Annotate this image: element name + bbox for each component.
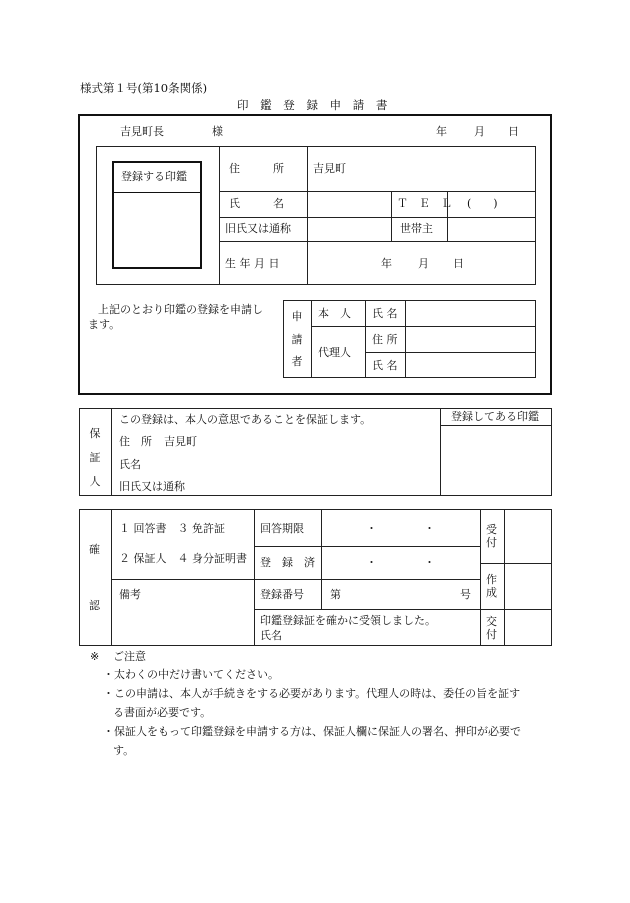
registered-dot-1: ・ <box>366 556 377 569</box>
addressee: 吉見町長 <box>120 125 164 138</box>
statement-line1: 上記のとおり印鑑の登録を申請し <box>98 303 263 316</box>
seal-box-label: 登録する印鑑 <box>121 170 187 183</box>
reply-deadline-dot-1: ・ <box>366 522 377 535</box>
reply-deadline-label: 回答期限 <box>260 522 304 535</box>
note-item: ・太わくの中だけ書いてください。 <box>103 668 279 681</box>
date-month-label: 月 <box>474 125 485 138</box>
confirmation-vertical-label-2: 認 <box>89 599 100 612</box>
confirmation-options-line2[interactable]: ２ 保証人 ４ 身分証明書 <box>119 552 247 565</box>
remarks-label: 備考 <box>119 588 141 601</box>
page-title: 印 鑑 登 録 申 請 書 <box>237 98 392 112</box>
reply-deadline-input[interactable] <box>324 511 478 544</box>
birthdate-input[interactable] <box>310 244 534 283</box>
name-input[interactable] <box>310 193 389 215</box>
household-head-input[interactable] <box>449 219 534 239</box>
address-value: 吉見町 <box>313 162 346 175</box>
guarantor-former-name-label: 旧氏又は通称 <box>119 480 185 493</box>
registration-number-label: 登録番号 <box>260 588 304 601</box>
confirmation-vertical-label-1: 確 <box>89 543 100 556</box>
note-item: ・この申請は、本人が手続きをする必要があります。代理人の時は、委任の旨を証す <box>103 687 521 700</box>
reply-deadline-dot-2: ・ <box>424 522 435 535</box>
address-label: 住 所 <box>229 162 284 175</box>
registered-label: 登 録 済 <box>260 556 315 569</box>
guarantor-input-area[interactable] <box>200 430 436 492</box>
date-year-label: 年 <box>436 125 447 138</box>
household-head-label: 世帯主 <box>400 222 433 235</box>
note-item: す。 <box>113 744 135 757</box>
registration-number-input[interactable] <box>346 581 456 607</box>
birth-year-label: 年 <box>381 257 392 270</box>
number-suffix: 号 <box>460 588 471 601</box>
accepted-stamp-area[interactable] <box>506 511 550 561</box>
guarantor-vertical-label: 保証人 <box>89 427 101 489</box>
number-prefix: 第 <box>330 588 341 601</box>
confirmation-options-line1[interactable]: １ 回答書 ３ 免許証 <box>119 522 225 535</box>
former-name-label: 旧氏又は通称 <box>225 222 291 235</box>
self-name-label: 氏 名 <box>372 307 398 320</box>
guarantee-statement: この登録は、本人の意思であることを保証します。 <box>119 413 372 426</box>
note-item: ・保証人をもって印鑑登録を申請する方は、保証人欄に保証人の署名、押印が必要で <box>103 725 521 738</box>
issued-stamp-area[interactable] <box>506 611 550 644</box>
receipt-statement: 印鑑登録証を確かに受領しました。 <box>260 614 436 627</box>
address-input[interactable] <box>350 150 532 188</box>
created-stamp-area[interactable] <box>506 565 550 607</box>
registered-seal-area[interactable] <box>442 427 550 494</box>
issued-label: 交付 <box>486 615 497 642</box>
tel-label: Ｔ Ｅ Ｌ <box>397 197 452 210</box>
proxy-name-input[interactable] <box>407 354 534 376</box>
registered-seal-label: 登録してある印鑑 <box>451 410 539 423</box>
honorific: 様 <box>212 125 223 138</box>
birth-month-label: 月 <box>418 257 429 270</box>
proxy-address-label: 住 所 <box>372 333 398 346</box>
proxy-address-input[interactable] <box>407 328 534 350</box>
tel-parens: ( ) <box>467 197 498 210</box>
birthdate-label: 生 年 月 日 <box>225 257 280 270</box>
former-name-input[interactable] <box>310 219 389 239</box>
receipt-name-input[interactable] <box>285 627 478 644</box>
accepted-label: 受付 <box>486 523 497 550</box>
self-label: 本 人 <box>318 307 351 320</box>
remarks-input[interactable] <box>113 600 252 644</box>
created-label: 作成 <box>486 573 497 600</box>
registered-dot-2: ・ <box>424 556 435 569</box>
date-day-label: 日 <box>508 125 519 138</box>
guarantor-address-label: 住 所 <box>119 435 152 448</box>
guarantor-address-value: 吉見町 <box>164 435 197 448</box>
notes-heading: ご注意 <box>113 650 146 663</box>
tel-input[interactable] <box>449 193 534 215</box>
note-item: る書面が必要です。 <box>113 706 212 719</box>
proxy-label: 代理人 <box>318 346 351 359</box>
registered-date-input[interactable] <box>324 548 478 577</box>
statement-line2: ます。 <box>88 318 121 331</box>
notes-mark: ※ <box>90 650 100 663</box>
name-label: 氏 名 <box>229 197 284 210</box>
self-name-input[interactable] <box>407 302 534 324</box>
proxy-name-label: 氏 名 <box>372 359 398 372</box>
guarantor-name-label: 氏名 <box>119 458 141 471</box>
birth-day-label: 日 <box>453 257 464 270</box>
receipt-name-label: 氏名 <box>260 629 282 642</box>
form-number: 様式第１号(第10条関係) <box>80 81 208 95</box>
applicant-vertical-label: 申請者 <box>291 310 303 369</box>
